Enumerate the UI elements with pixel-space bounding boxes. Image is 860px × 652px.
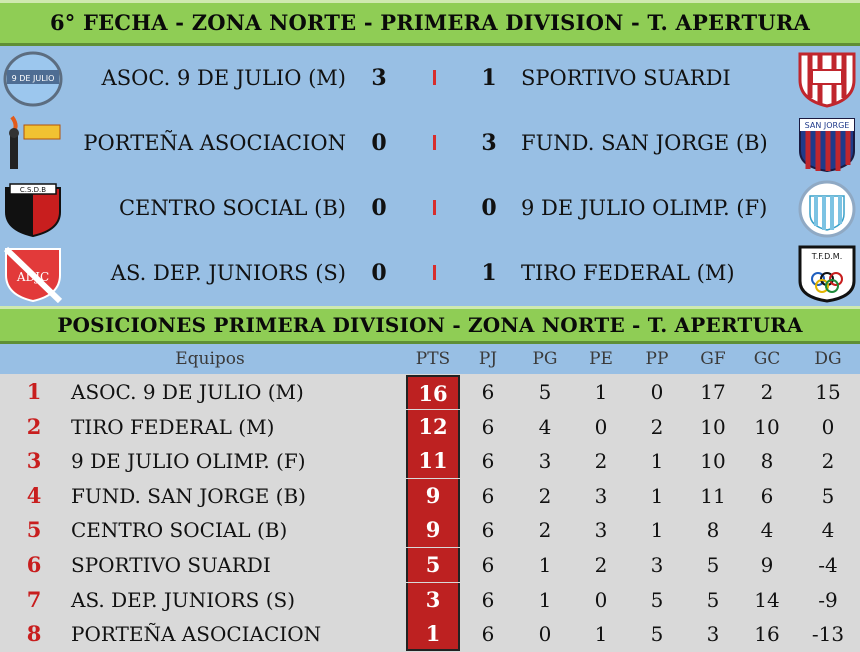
points-cell: 9	[406, 513, 460, 547]
away-team: TIRO FEDERAL (M)	[521, 261, 735, 285]
position-cell: 6	[26, 552, 42, 577]
home-team: AS. DEP. JUNIORS (S)	[110, 261, 346, 285]
team-cell: 9 DE JULIO OLIMP. (F)	[71, 449, 306, 474]
pe-cell: 3	[594, 518, 608, 543]
pj-cell: 6	[481, 449, 495, 474]
points-cell: 3	[406, 583, 460, 617]
pp-cell: 5	[650, 622, 664, 647]
team-cell: TIRO FEDERAL (M)	[71, 414, 275, 439]
away-score: 3	[481, 130, 497, 156]
dg-cell: 5	[821, 483, 835, 508]
pe-cell: 3	[594, 483, 608, 508]
gf-cell: 11	[700, 483, 726, 508]
column-team: Equipos	[175, 349, 245, 369]
team-cell: SPORTIVO SUARDI	[71, 553, 271, 577]
standings-table	[0, 344, 860, 652]
club-crest-9-de-julio-icon	[2, 50, 64, 108]
fixture-title: 6° FECHA - ZONA NORTE - PRIMERA DIVISION - T. APERTURA	[0, 0, 860, 46]
table-row	[0, 444, 860, 478]
pj-cell: 6	[481, 414, 495, 439]
gf-cell: 5	[706, 553, 720, 577]
gc-cell: 16	[754, 622, 780, 647]
gf-cell: 17	[700, 380, 726, 404]
position-cell: 2	[26, 413, 42, 439]
column-pts: PTS	[415, 349, 451, 369]
home-score: 0	[371, 260, 387, 286]
pg-cell: 4	[538, 414, 552, 439]
pp-cell: 2	[650, 414, 664, 439]
pj-cell: 6	[481, 518, 495, 543]
svg-text:9 DE JULIO: 9 DE JULIO	[11, 74, 55, 83]
match-row	[0, 241, 860, 306]
pp-cell: 0	[650, 380, 664, 404]
table-row	[0, 617, 860, 651]
gc-cell: 9	[760, 553, 774, 577]
score-separator	[431, 176, 437, 241]
points-cell: 9	[406, 479, 460, 513]
team-cell: FUND. SAN JORGE (B)	[71, 483, 306, 508]
home-score: 0	[371, 130, 387, 156]
pg-cell: 3	[538, 449, 552, 474]
home-team: PORTEÑA ASOCIACION	[83, 131, 346, 155]
gc-cell: 6	[760, 483, 774, 508]
points-cell: 12	[406, 410, 460, 444]
position-cell: 7	[26, 586, 42, 612]
pp-cell: 3	[650, 553, 664, 577]
points-cell: 5	[406, 548, 460, 582]
home-score: 0	[371, 195, 387, 221]
pe-cell: 0	[594, 587, 608, 612]
pp-cell: 5	[650, 587, 664, 612]
points-cell: 11	[406, 444, 460, 478]
gf-cell: 8	[706, 518, 720, 543]
club-crest-san-jorge-icon	[796, 115, 858, 173]
gf-cell: 3	[706, 622, 720, 647]
away-score: 1	[481, 260, 497, 286]
pp-cell: 1	[650, 483, 664, 508]
pj-cell: 6	[481, 380, 495, 404]
gf-cell: 10	[700, 449, 726, 474]
pg-cell: 2	[538, 518, 552, 543]
club-crest-centro-social-icon	[2, 180, 64, 238]
team-cell: ASOC. 9 DE JULIO (M)	[71, 380, 304, 404]
score-separator	[431, 111, 437, 176]
pj-cell: 6	[481, 622, 495, 647]
gc-cell: 2	[760, 380, 774, 404]
column-pe: PE	[589, 349, 613, 369]
dg-cell: 2	[821, 449, 835, 474]
club-crest-sportivo-suardi-icon	[796, 50, 858, 108]
club-crest-tiro-federal-icon	[796, 245, 858, 303]
away-team: FUND. SAN JORGE (B)	[521, 131, 768, 155]
gf-cell: 10	[700, 414, 726, 439]
dg-cell: -9	[818, 587, 838, 612]
gc-cell: 10	[754, 414, 780, 439]
pg-cell: 5	[538, 380, 552, 404]
score-separator	[431, 241, 437, 306]
gc-cell: 4	[760, 518, 774, 543]
dg-cell: 15	[815, 380, 841, 404]
pp-cell: 1	[650, 449, 664, 474]
table-row	[0, 548, 860, 582]
home-team: CENTRO SOCIAL (B)	[118, 196, 346, 220]
column-gc: GC	[753, 349, 781, 369]
column-pp: PP	[645, 349, 669, 369]
team-cell: AS. DEP. JUNIORS (S)	[71, 587, 295, 612]
gc-cell: 14	[754, 587, 780, 612]
home-score: 3	[371, 65, 387, 91]
svg-text:SAN JORGE: SAN JORGE	[804, 121, 850, 130]
score-separator	[431, 46, 437, 111]
column-pj: PJ	[478, 349, 498, 369]
dg-cell: -13	[811, 622, 845, 647]
pg-cell: 2	[538, 483, 552, 508]
table-row	[0, 479, 860, 513]
svg-text:C.S.D.B: C.S.D.B	[19, 186, 47, 194]
position-cell: 1	[26, 379, 42, 404]
pg-cell: 1	[538, 587, 552, 612]
dg-cell: 0	[821, 414, 835, 439]
standings-title: POSICIONES PRIMERA DIVISION - ZONA NORTE - T. APERTURA	[0, 306, 860, 344]
points-cell: 16	[406, 375, 460, 409]
team-cell: CENTRO SOCIAL (B)	[71, 518, 288, 543]
table-header	[0, 344, 860, 374]
match-results	[0, 46, 860, 306]
match-row	[0, 111, 860, 176]
table-row	[0, 375, 860, 409]
position-cell: 8	[26, 621, 42, 647]
table-row	[0, 410, 860, 444]
column-dg: DG	[814, 349, 842, 369]
gf-cell: 5	[706, 587, 720, 612]
match-row	[0, 46, 860, 111]
table-row	[0, 583, 860, 617]
position-cell: 3	[26, 448, 42, 474]
away-score: 1	[481, 65, 497, 91]
pg-cell: 1	[538, 553, 552, 577]
away-team: SPORTIVO SUARDI	[521, 66, 731, 90]
pe-cell: 2	[594, 449, 608, 474]
pj-cell: 6	[481, 483, 495, 508]
pe-cell: 1	[594, 622, 608, 647]
away-team: 9 DE JULIO OLIMP. (F)	[521, 196, 768, 220]
match-row	[0, 176, 860, 241]
pp-cell: 1	[650, 518, 664, 543]
pj-cell: 6	[481, 553, 495, 577]
home-team: ASOC. 9 DE JULIO (M)	[101, 66, 346, 90]
pe-cell: 1	[594, 380, 608, 404]
pj-cell: 6	[481, 587, 495, 612]
away-score: 0	[481, 195, 497, 221]
column-pg: PG	[532, 349, 558, 369]
pg-cell: 0	[538, 622, 552, 647]
dg-cell: 4	[821, 518, 835, 543]
svg-text:T.F.D.M.: T.F.D.M.	[811, 252, 843, 261]
pe-cell: 0	[594, 414, 608, 439]
club-crest-9-de-julio-olimpico-icon	[796, 180, 858, 238]
points-cell: 1	[406, 617, 460, 651]
column-gf: GF	[700, 349, 726, 369]
club-crest-portena-icon	[2, 115, 64, 173]
club-crest-juniors-icon	[2, 245, 64, 303]
position-cell: 5	[26, 517, 42, 543]
gc-cell: 8	[760, 449, 774, 474]
position-cell: 4	[26, 482, 42, 508]
svg-text:ADJC: ADJC	[16, 270, 50, 284]
pe-cell: 2	[594, 553, 608, 577]
table-row	[0, 513, 860, 547]
team-cell: PORTEÑA ASOCIACION	[71, 622, 322, 647]
dg-cell: -4	[818, 553, 838, 577]
